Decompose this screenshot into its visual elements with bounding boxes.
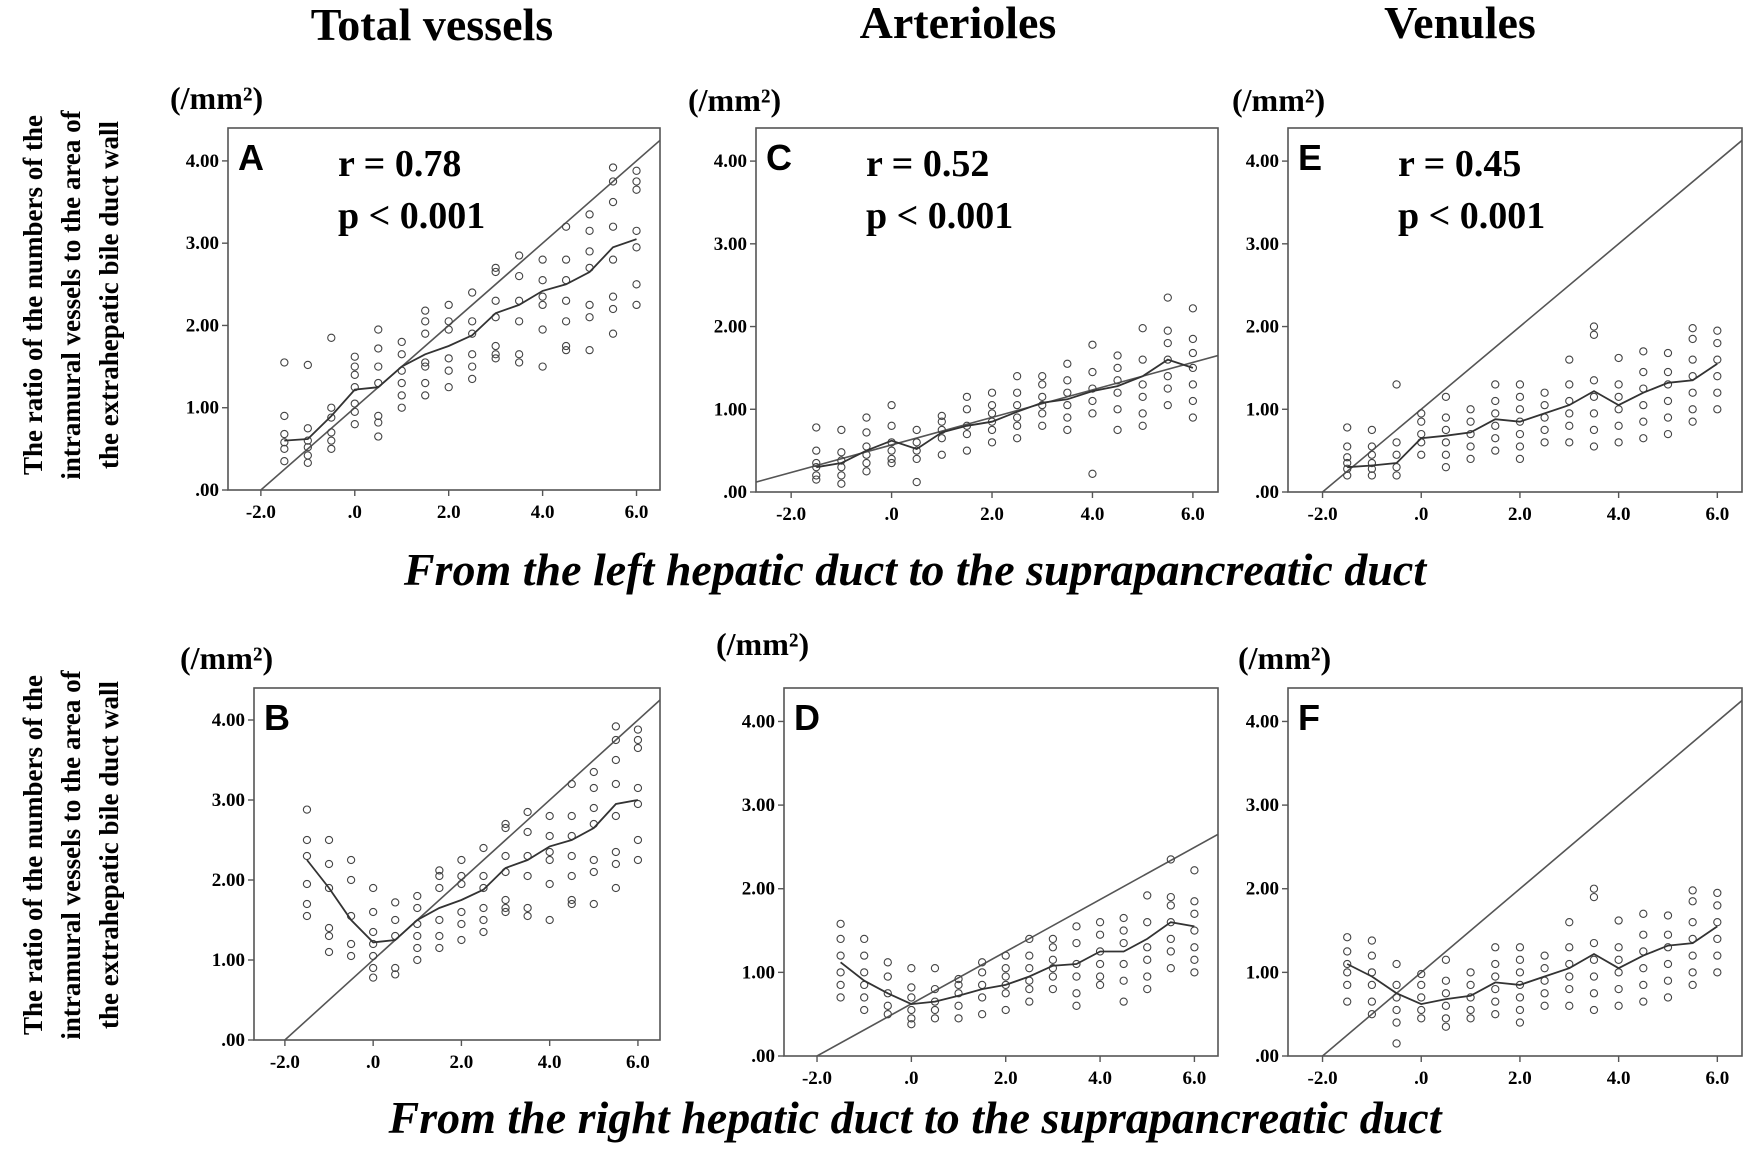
stat-p-c: p < 0.001	[866, 195, 1014, 237]
y-tick-label: .00	[1255, 482, 1279, 503]
panel-e	[1246, 128, 1742, 525]
x-tick-label: 6.0	[1705, 504, 1730, 525]
panel-letter-b: B	[264, 697, 290, 738]
x-tick-label: 4.0	[1080, 504, 1105, 525]
units-label-e: (/mm²)	[1232, 82, 1326, 118]
panel-b-frame	[254, 688, 660, 1040]
y-tick-label: 4.00	[185, 150, 219, 172]
x-tick-label: 2.0	[449, 1052, 474, 1073]
y-tick-label: 4.00	[1245, 151, 1279, 173]
x-tick-label: 6.0	[1181, 504, 1205, 525]
y-tick-label: 1.00	[1245, 962, 1279, 984]
x-tick-label: 4.0	[1606, 1068, 1631, 1089]
y-axis-label-line-1: The ratio of the numbers of the	[18, 115, 48, 475]
stat-p-a: p < 0.001	[338, 195, 486, 237]
panel-c	[714, 128, 1218, 525]
panels	[186, 128, 1742, 1089]
y-tick-label: .00	[221, 1030, 245, 1051]
x-tick-label: 2.0	[436, 502, 461, 523]
y-tick-label: 2.00	[211, 870, 245, 891]
column-title-arterioles: Arterioles	[859, 0, 1057, 48]
y-tick-label: 1.00	[713, 399, 747, 421]
x-tick-label: -2.0	[1307, 504, 1338, 525]
panel-d-frame	[784, 688, 1218, 1056]
y-tick-label: 3.00	[713, 233, 747, 255]
panel-letter-e: E	[1298, 137, 1323, 178]
x-tick-label: -2.0	[801, 1068, 833, 1089]
y-axis-label-bottom	[18, 669, 124, 1039]
y-tick-label: 2.00	[185, 315, 219, 337]
y-tick-label: .00	[195, 480, 219, 501]
units-label-f: (/mm²)	[1238, 640, 1332, 676]
x-tick-label: .0	[1414, 1068, 1429, 1089]
y-tick-label: 3.00	[1245, 233, 1279, 255]
x-tick-label: 6.0	[1182, 1068, 1207, 1089]
y-tick-label: 4.00	[713, 151, 747, 173]
x-tick-label: 2.0	[993, 1068, 1018, 1089]
y-tick-label: 2.00	[713, 316, 747, 338]
y-tick-label: 4.00	[211, 710, 245, 731]
x-tick-label: .0	[347, 502, 362, 523]
column-title-venules: Venules	[1384, 0, 1536, 48]
y-axis-label-line-1: The ratio of the numbers of the	[18, 675, 48, 1035]
panel-f	[1246, 688, 1742, 1089]
x-tick-label: -2.0	[1307, 1068, 1338, 1089]
stat-r-a: r = 0.78	[338, 143, 462, 185]
panel-f-frame	[1288, 688, 1742, 1056]
y-tick-label: 3.00	[211, 790, 245, 811]
y-axis-label-line-3: the extrahepatic bile duct wall	[94, 681, 124, 1029]
panel-letter-a: A	[238, 137, 264, 178]
units-label-a: (/mm²)	[170, 80, 264, 116]
column-title-total-vessels: Total vessels	[310, 0, 554, 50]
y-tick-label: .00	[751, 1046, 775, 1067]
units-label-c: (/mm²)	[688, 82, 782, 118]
y-axis-label-line-2: intramural vessels to the area of	[56, 670, 86, 1040]
panel-letter-f: F	[1298, 697, 1320, 738]
y-tick-label: 4.00	[1245, 711, 1279, 733]
y-tick-label: 1.00	[741, 962, 775, 984]
stat-p-e: p < 0.001	[1398, 195, 1546, 237]
y-axis-label-line-2: intramural vessels to the area of	[56, 110, 86, 480]
x-tick-label: 4.0	[537, 1052, 562, 1073]
row-label-left-hepatic: From the left hepatic duct to the suprapancreatic duct	[403, 544, 1427, 595]
x-tick-label: 6.0	[624, 502, 649, 523]
x-tick-label: 6.0	[626, 1052, 650, 1073]
x-tick-label: 2.0	[980, 504, 1004, 525]
panel-letter-c: C	[766, 137, 792, 178]
y-tick-label: .00	[1255, 1046, 1279, 1067]
x-tick-label: 4.0	[530, 502, 555, 523]
units-label-b: (/mm²)	[180, 640, 274, 676]
y-tick-label: 2.00	[1245, 878, 1279, 900]
x-tick-label: -2.0	[269, 1052, 300, 1073]
x-tick-label: .0	[884, 504, 899, 525]
x-tick-label: 6.0	[1705, 1068, 1730, 1089]
panel-letter-d: D	[794, 697, 820, 738]
x-tick-label: 2.0	[1508, 1068, 1532, 1089]
x-tick-label: 4.0	[1088, 1068, 1112, 1089]
y-tick-label: 1.00	[185, 397, 219, 419]
panel-b	[212, 688, 660, 1073]
x-tick-label: .0	[904, 1068, 919, 1089]
panel-a	[186, 128, 660, 523]
stat-r-e: r = 0.45	[1398, 143, 1522, 185]
x-tick-label: .0	[366, 1052, 381, 1073]
y-tick-label: 3.00	[185, 233, 219, 255]
y-tick-label: .00	[723, 482, 747, 503]
y-axis-label-line-3: the extrahepatic bile duct wall	[94, 121, 124, 469]
x-tick-label: -2.0	[776, 504, 807, 525]
y-axis-label-top	[18, 109, 124, 479]
stat-r-c: r = 0.52	[866, 143, 990, 185]
x-tick-label: .0	[1414, 504, 1429, 525]
x-tick-label: 4.0	[1606, 504, 1631, 525]
y-tick-label: 2.00	[1245, 316, 1279, 338]
x-tick-label: 2.0	[1508, 504, 1532, 525]
units-label-d: (/mm²)	[716, 626, 810, 662]
x-tick-label: -2.0	[245, 502, 276, 523]
y-tick-label: 1.00	[1245, 399, 1279, 421]
y-tick-label: 1.00	[211, 950, 245, 971]
y-tick-label: 4.00	[741, 711, 775, 733]
y-tick-label: 3.00	[741, 795, 775, 817]
y-tick-label: 3.00	[1245, 795, 1279, 817]
row-label-right-hepatic: From the right hepatic duct to the suprapancreatic duct	[388, 1092, 1442, 1143]
y-tick-label: 2.00	[741, 878, 775, 900]
panel-d	[742, 688, 1218, 1089]
